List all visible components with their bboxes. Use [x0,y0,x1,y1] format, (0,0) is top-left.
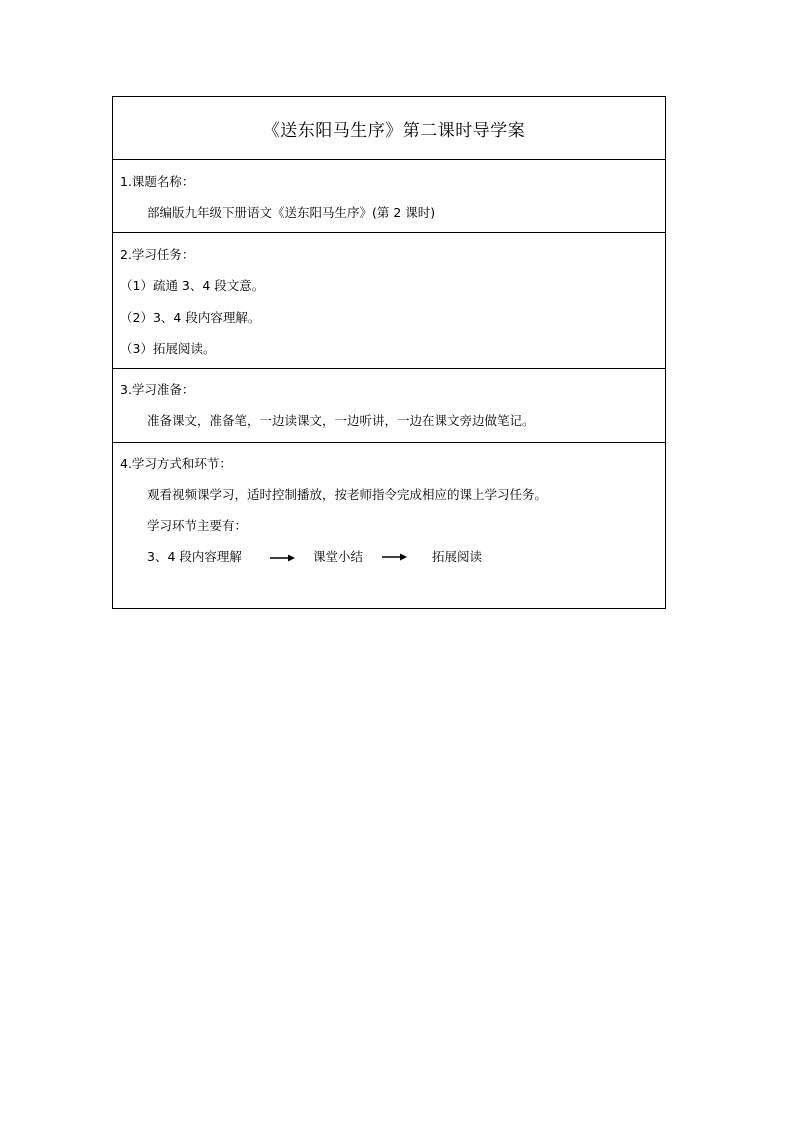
title-row [113,97,665,159]
section-preparation-content: 准备课文，准备笔，一边读课文，一边听讲，一边在课文旁边做笔记。 [147,413,535,428]
task-item: （2）3、4 段内容理解。 [120,310,261,325]
flow-step: 拓展阅读 [432,549,483,564]
section-preparation [113,368,665,442]
section-preparation-heading: 3.学习准备： [120,382,195,397]
flow-step: 3、4 段内容理解 [147,549,242,564]
section-tasks-heading: 2.学习任务： [120,247,195,262]
document-title: 《送东阳马生序》第二课时导学案 [262,120,526,141]
lesson-plan-table [112,96,666,609]
section-method-heading: 4.学习方式和环节： [120,456,232,471]
task-item: （3）拓展阅读。 [120,341,216,356]
section-topic-content: 部编版九年级下册语文《送东阳马生序》(第 2 课时) [147,205,436,220]
section-method [113,442,665,608]
section-topic [113,159,665,232]
right-arrow-icon [382,549,408,565]
flow-step: 课堂小结 [313,549,364,564]
section-method-paragraph: 学习环节主要有： [147,518,248,533]
section-method-paragraph: 观看视频课学习，适时控制播放，按老师指令完成相应的课上学习任务。 [147,487,548,502]
task-item: （1）疏通 3、4 段文意。 [120,278,265,293]
right-arrow-icon [270,550,296,566]
section-tasks [113,232,665,368]
section-topic-heading: 1.课题名称： [120,174,195,189]
